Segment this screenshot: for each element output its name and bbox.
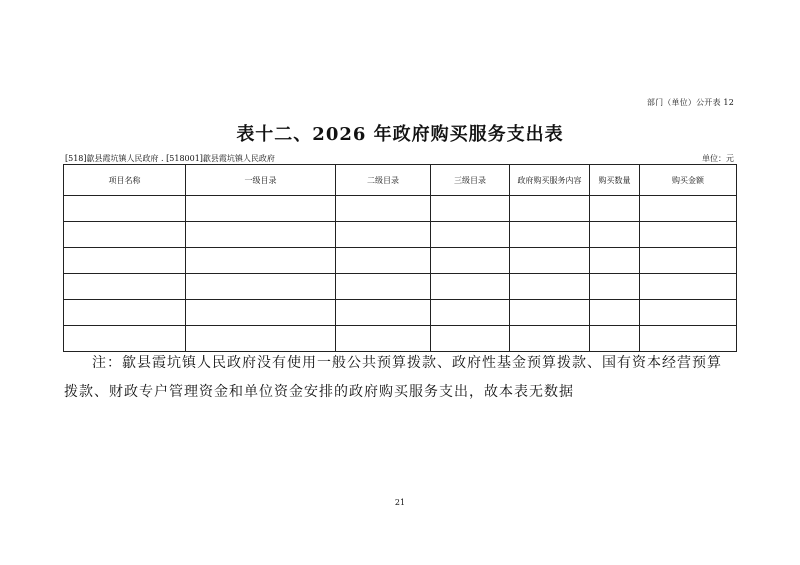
table-cell: [431, 300, 510, 326]
table-cell: [510, 274, 590, 300]
table-cell: [64, 196, 186, 222]
table-cell: [431, 248, 510, 274]
table-row: [64, 196, 737, 222]
table-cell: [431, 196, 510, 222]
table-cell: [186, 222, 336, 248]
table-cell: [186, 196, 336, 222]
table-cell: [590, 274, 640, 300]
table-cell: [336, 300, 431, 326]
table-cell: [640, 248, 737, 274]
table-cell: [590, 196, 640, 222]
table-row: [64, 248, 737, 274]
column-header: 项目名称: [64, 165, 186, 196]
table-cell: [510, 248, 590, 274]
column-header: 购买数量: [590, 165, 640, 196]
table-cell: [186, 248, 336, 274]
page-title: 表十二、2026 年政府购买服务支出表: [236, 124, 564, 145]
table-cell: [64, 274, 186, 300]
table-cell: [640, 222, 737, 248]
table-row: [64, 222, 737, 248]
table-cell: [64, 248, 186, 274]
doc-label: 部门（单位）公开表 12: [646, 98, 734, 107]
column-header: 购买金额: [640, 165, 737, 196]
page-number: 21: [394, 498, 406, 507]
table-cell: [336, 248, 431, 274]
table-cell: [336, 326, 431, 352]
table-cell: [590, 248, 640, 274]
table-cell: [590, 300, 640, 326]
table-cell: [336, 196, 431, 222]
table-cell: [590, 326, 640, 352]
table-cell: [64, 222, 186, 248]
unit-label: 单位：元: [702, 154, 734, 163]
table-cell: [431, 274, 510, 300]
table-cell: [510, 196, 590, 222]
table-row: [64, 326, 737, 352]
table-cell: [186, 300, 336, 326]
table-cell: [640, 196, 737, 222]
table-row: [64, 300, 737, 326]
column-header: 二级目录: [336, 165, 431, 196]
table-cell: [510, 300, 590, 326]
table-cell: [64, 326, 186, 352]
column-header: 三级目录: [431, 165, 510, 196]
table-row: [64, 274, 737, 300]
table-cell: [640, 274, 737, 300]
table-header-row: [64, 165, 737, 196]
procurement-table: [63, 164, 737, 352]
table-cell: [186, 274, 336, 300]
table-cell: [431, 326, 510, 352]
table-cell: [510, 222, 590, 248]
table-cell: [336, 274, 431, 300]
table-cell: [431, 222, 510, 248]
table-cell: [640, 326, 737, 352]
table-cell: [64, 300, 186, 326]
table-cell: [510, 326, 590, 352]
table-cell: [590, 222, 640, 248]
column-header: 一级目录: [186, 165, 336, 196]
unit-organization: [518]歙县霞坑镇人民政府 . [518001]歙县霞坑镇人民政府: [65, 154, 275, 163]
column-header: 政府购买服务内容: [510, 165, 590, 196]
footnote: 注：歙县霞坑镇人民政府没有使用一般公共预算拨款、政府性基金预算拨款、国有资本经营预算拨款、财政专户管理资金和单位资金安排的政府购买服务支出，故本表无数据: [64, 355, 722, 400]
table-cell: [186, 326, 336, 352]
table-cell: [640, 300, 737, 326]
table-cell: [336, 222, 431, 248]
